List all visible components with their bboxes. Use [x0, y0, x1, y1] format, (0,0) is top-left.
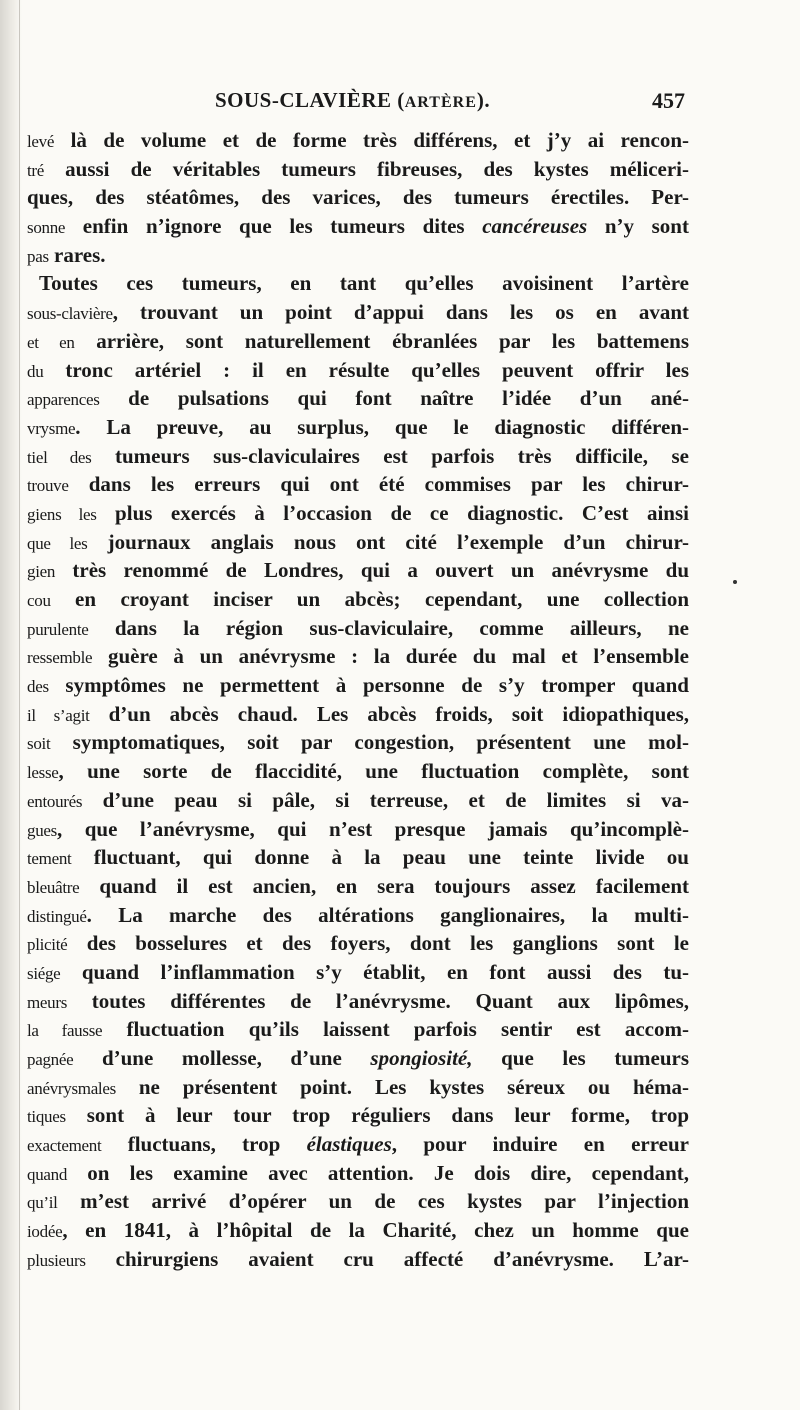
line-text: on les examine avec attention. Je dois dire, cependant, — [67, 1160, 689, 1185]
line-text: d’une peau si pâle, si terreuse, et de limites si va- — [82, 787, 689, 812]
text-line — [27, 929, 689, 958]
line-margin-fragment: que les — [27, 533, 88, 553]
text-line — [27, 356, 689, 385]
line-text: , pour induire en erreur — [391, 1132, 689, 1157]
line-margin-fragment: la fausse — [27, 1021, 103, 1041]
line-margin-fragment: cou — [27, 591, 51, 610]
text-line — [27, 987, 689, 1016]
line-text: enfin n’ignore que les tumeurs dites — [65, 214, 483, 239]
line-margin-fragment: gues — [27, 820, 57, 840]
line-text: d’une mollesse, d’une — [73, 1046, 371, 1070]
line-text: n’y sont — [587, 214, 689, 239]
line-text: quand l’inflammation s’y établit, en font aussi des tu- — [60, 959, 689, 984]
text-line — [27, 614, 689, 643]
line-text: journaux anglais nous ont cité l’exemple d’un chirur- — [87, 529, 689, 554]
line-text: aussi de véritables tumeurs fibreuses, des kystes méliceri- — [44, 156, 689, 181]
text-line — [27, 728, 689, 757]
text-line — [27, 1159, 689, 1188]
line-text: symptomatiques, soit par congestion, présentent une mol- — [50, 730, 689, 755]
line-text: Toutes ces tumeurs, en tant qu’elles avoisinent l’artère — [39, 271, 689, 296]
line-text: fluctuant, qui donne à la peau une teinte livide ou — [71, 845, 689, 870]
line-margin-fragment: vrysme — [27, 418, 76, 438]
text-line — [27, 843, 689, 872]
line-margin-fragment: apparences — [27, 390, 100, 410]
binding-gutter-line — [19, 0, 20, 1410]
line-margin-fragment: du — [27, 361, 44, 381]
text-line — [27, 642, 689, 671]
line-text: dans la région sus-claviculaire, comme ailleurs, ne — [88, 615, 689, 640]
line-margin-fragment: meurs — [27, 992, 68, 1012]
line-margin-fragment: plusieurs — [27, 1250, 86, 1270]
text-line — [27, 528, 689, 557]
line-text: tronc artériel : il en résulte qu’elles peuvent offrir les — [43, 357, 689, 382]
text-line — [27, 1015, 689, 1044]
text-line — [27, 556, 689, 585]
italic-term: élastiques — [306, 1132, 392, 1157]
text-line — [27, 183, 689, 212]
text-line — [27, 298, 689, 327]
line-text: arrière, sont naturellement ébranlées par les battemens — [74, 328, 689, 353]
line-text: m’est arrivé d’opérer un de ces kystes par l’injection — [57, 1189, 689, 1214]
line-margin-fragment: distingué — [27, 906, 87, 926]
line-text: , trouvant un point d’appui dans les os en avant — [112, 300, 689, 325]
line-margin-fragment: sonne — [27, 218, 66, 238]
line-text: toutes différentes de l’anévrysme. Quant aux lipômes, — [67, 988, 689, 1013]
line-margin-fragment: levé — [27, 132, 55, 151]
line-margin-fragment: exactement — [27, 1136, 102, 1156]
line-text: , une sorte de flaccidité, une fluctuation complète, sont — [58, 759, 689, 784]
text-line — [27, 1044, 689, 1073]
line-text: là de volume et de forme très différens, et j’y ai rencon- — [54, 128, 689, 152]
line-text: chirurgiens avaient cru affecté d’anévrysme. L’ar- — [85, 1246, 689, 1271]
line-text: en croyant inciser un abcès; cependant, une collection — [50, 587, 689, 611]
line-margin-fragment: gien — [27, 562, 56, 582]
page-number: 457 — [652, 88, 685, 113]
italic-term: cancéreuses — [482, 214, 588, 239]
line-margin-fragment: siége — [27, 963, 61, 983]
text-line — [27, 442, 689, 471]
italic-term: spongiosité, — [370, 1046, 473, 1070]
line-margin-fragment: tiques — [27, 1107, 66, 1127]
text-line — [27, 757, 689, 786]
text-line — [27, 499, 689, 528]
line-margin-fragment: qu’il — [27, 1193, 58, 1213]
line-margin-fragment: il s’agit — [27, 705, 90, 725]
line-text: quand il est ancien, en sera toujours assez facilement — [79, 873, 689, 898]
line-text: . La marche des altérations ganglionaires, la multi- — [86, 902, 689, 927]
line-text: dans les erreurs qui ont été commises par les chirur- — [68, 472, 689, 497]
line-margin-fragment: tement — [27, 849, 72, 869]
line-margin-fragment: iodée — [27, 1222, 63, 1242]
running-header — [215, 88, 685, 118]
text-line — [27, 1187, 689, 1216]
line-text: de pulsations qui font naître l’idée d’un ané- — [99, 386, 689, 411]
line-margin-fragment: pagnée — [27, 1050, 74, 1069]
text-line — [27, 1216, 689, 1245]
text-line — [27, 1245, 689, 1274]
line-margin-fragment: tiel des — [27, 447, 92, 467]
line-text: fluctuans, trop — [101, 1132, 307, 1157]
running-title-smallcaps: ARTÈRE — [404, 94, 477, 111]
line-text: sont à leur tour trop réguliers dans leur forme, trop — [65, 1103, 689, 1128]
text-line — [27, 212, 689, 241]
line-text: , que l’anévrysme, qui n’est presque jamais qu’incomplè- — [56, 816, 689, 841]
text-line — [27, 815, 689, 844]
line-text: symptômes ne permettent à personne de s’y tromper quand — [48, 673, 689, 698]
text-line — [27, 126, 689, 155]
running-title — [215, 88, 490, 113]
line-text: d’un abcès chaud. Les abcès froids, soit idiopathiques, — [89, 701, 689, 726]
text-line — [27, 901, 689, 930]
line-text: des bosselures et des foyers, dont les ganglions sont le — [67, 931, 689, 956]
line-margin-fragment: bleuâtre — [27, 877, 80, 897]
line-text: , en 1841, à l’hôpital de la Charité, chez un homme que — [62, 1218, 689, 1243]
body-text — [27, 126, 689, 1274]
line-margin-fragment: entourés — [27, 791, 83, 811]
line-text: très renommé de Londres, qui a ouvert un anévrysme du — [55, 558, 689, 583]
line-text: . La preuve, au surplus, que le diagnostic différen- — [75, 414, 689, 439]
line-text: plus exercés à l’occasion de ce diagnostic. C’est ainsi — [96, 500, 689, 525]
text-line — [27, 671, 689, 700]
text-line — [27, 1073, 689, 1102]
running-title-end: ). — [476, 88, 491, 112]
line-margin-fragment: purulente — [27, 619, 89, 639]
line-margin-fragment: giens les — [27, 504, 97, 524]
text-line — [27, 327, 689, 356]
running-title-main: SOUS-CLAVIÈRE ( — [215, 88, 405, 112]
line-margin-fragment: trouve — [27, 476, 69, 496]
line-margin-fragment: quand — [27, 1164, 68, 1184]
line-margin-fragment: soit — [27, 734, 51, 754]
line-margin-fragment: tré — [27, 160, 45, 180]
text-line — [27, 155, 689, 184]
text-line — [27, 700, 689, 729]
line-margin-fragment: plicité — [27, 935, 68, 955]
line-margin-fragment: ressemble — [27, 648, 93, 668]
text-line — [27, 1101, 689, 1130]
text-line — [27, 958, 689, 987]
line-margin-fragment: anévrysmales — [27, 1078, 116, 1098]
line-margin-fragment: des — [27, 677, 49, 697]
line-text: rares. — [48, 242, 106, 267]
text-line — [27, 241, 689, 270]
line-margin-fragment: lesse — [27, 763, 59, 783]
print-speck — [733, 580, 737, 584]
text-line — [27, 384, 689, 413]
line-margin-fragment: sous-clavière — [27, 304, 113, 324]
text-line — [27, 872, 689, 901]
line-text: ne présentent point. Les kystes séreux ou héma- — [115, 1074, 689, 1099]
text-line — [27, 585, 689, 614]
line-text: ques, des stéatômes, des varices, des tumeurs érectiles. Per- — [27, 185, 689, 210]
line-text: fluctuation qu’ils laissent parfois sentir est accom- — [102, 1017, 689, 1042]
text-line — [27, 413, 689, 442]
line-margin-fragment: pas — [27, 246, 49, 266]
text-line — [27, 1130, 689, 1159]
line-text: tumeurs sus-claviculaires est parfois très difficile, se — [91, 443, 689, 468]
line-text: guère à un anévrysme : la durée du mal et l’ensemble — [92, 644, 689, 669]
line-margin-fragment: et en — [27, 332, 75, 352]
line-text: que les tumeurs — [472, 1046, 689, 1070]
text-line — [27, 470, 689, 499]
text-line — [27, 786, 689, 815]
text-line — [27, 269, 689, 298]
